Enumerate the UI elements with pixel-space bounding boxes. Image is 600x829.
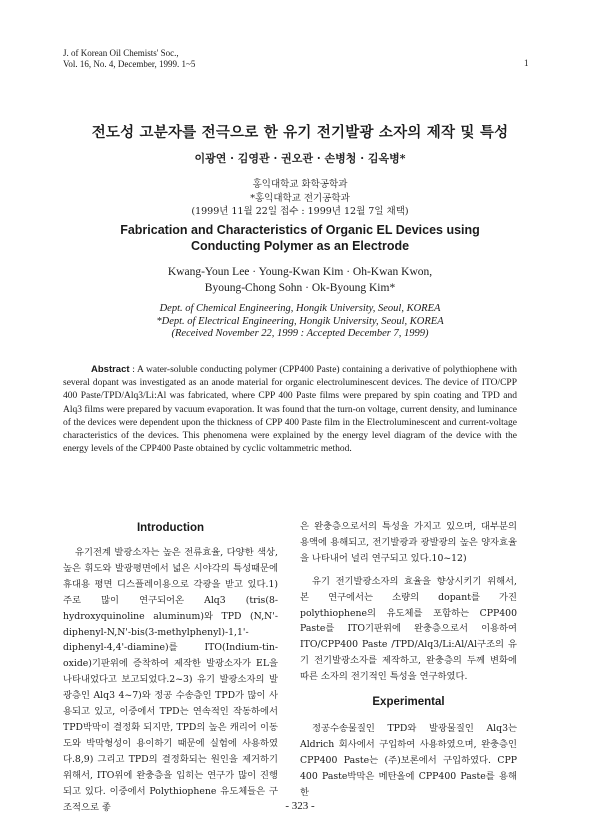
journal-citation xyxy=(63,48,195,70)
english-received-dates: (Received November 22, 1999 : Accepted December 7, 1999) xyxy=(171,328,429,339)
section-introduction: Introduction xyxy=(136,522,205,534)
english-title-line2: Conducting Polymer as an Electrode xyxy=(190,239,410,253)
english-title xyxy=(0,222,600,254)
korean-dates: (1999년 11월 22일 접수 : 1999년 12월 7일 채택) xyxy=(191,206,409,217)
experimental-paragraph-1: 정공수송물질인 TPD와 발광물질인 Alq3는 Aldrich 회사에서 구입하여 사용하였으며, 완충층인 CPP400 Paste는 (주)보론에서 구입하였다. CPP 400 Paste박막은 메탄올에 CPP400 Paste를 용해한 xyxy=(300,723,517,798)
abstract-text: : A water-soluble conducting polymer (CPP400 Paste) containing a derivative of polythiophene with several dopant was investigated as an anode material for organic electroluminescent devices. The device of ITO/CPP 400 Paste/TPD/Alq3/Li:Al was fabricated, where CPP 400 Paste films were prepared by spin coating and TPD and Alq3 films were prepared by vacuum evaporation. It was found that the turn-on voltage, current density, and luminance of the devices were dependent upon the thickness of CPP 400 Paste film in the Electroluminescent and current-voltage characteristics of the devices. This phenomena were explained by the energy level diagram of the device with the energy levels of the CPP400 Paste obtained by cyclic voltammetric method. xyxy=(63,365,518,455)
english-authors-line2: Byoung-Chong Sohn · Ok-Byoung Kim* xyxy=(204,282,396,294)
korean-affiliation-1: 홍익대학교 화학공학과 xyxy=(252,179,348,190)
section-experimental: Experimental xyxy=(372,696,445,708)
abstract-label: Abstract xyxy=(91,364,130,375)
korean-affiliation-2: *홍익대학교 전기공학과 xyxy=(250,193,350,204)
english-affiliation xyxy=(0,303,600,341)
intro-paragraph-1: 유기전계 발광소자는 높은 전류효율, 다양한 색상, 높은 휘도와 발광평면에서 넓은 시야각의 특성때문에 휴대용 평면 디스플레이용으로 각광을 받고 있다.1) 주로 많이 연구되어온 Alq3 (tris(8-hydroxyquinoline aluminum)와 TPD (N,N'-diphenyl-N,N'-bis(3-methylphenyl)-1,1'-diphenyl-4,4'-diamine)를 ITO(Indium-tin-oxide)기판위에 증착하여 제작한 발광소자가 EL을 나타내었다고 보고되었다.2~3) 유기 발광소자의 발광층인 Alq3 4~7)와 정공 수송층인 TPD가 많이 사용되고 있고, 이중에서 TPD는 연속적인 작동하에서 TPD박막이 결정화 되지만, TPD의 높은 캐리어 이동도와 박막형성이 용이하기 때문에 실험에 사용하였다.8,9) 그리고 TPD의 결정화되는 원인을 제거하기 위해서, ITO위에 완충층을 입히는 연구가 많이 진행되고 있다. 이중에서 Polythiophene 유도체들은 구조적으로 좋 xyxy=(63,547,278,813)
korean-authors: 이광연 · 김영관 · 권오관 · 손병청 · 김옥병* xyxy=(194,152,406,165)
english-affiliation-2: *Dept. of Electrical Engineering, Hongik University, Seoul, KOREA xyxy=(156,315,444,327)
right-column-top xyxy=(300,519,517,685)
left-column xyxy=(63,545,278,815)
korean-title: 전도성 고분자를 전극으로 한 유기 전기발광 소자의 제작 및 특성 xyxy=(91,124,509,141)
english-affiliation-1: Dept. of Chemical Engineering, Hongik University, Seoul, KOREA xyxy=(159,303,441,314)
abstract xyxy=(63,363,517,456)
english-title-line1: Fabrication and Characteristics of Organic EL Devices using xyxy=(120,223,480,237)
english-authors xyxy=(0,264,600,296)
journal-line1: J. of Korean Oil Chemists' Soc., xyxy=(63,48,179,58)
page-footer: - 323 - xyxy=(285,800,315,812)
page-number: 1 xyxy=(524,58,529,68)
intro-paragraph-2: 은 완충층으로서의 특성을 가지고 있으며, 대부분의 용액에 용해되고, 전기발광과 광발광의 높은 양자효율을 나타내어 널리 연구되고 있다.10~12) xyxy=(300,521,517,564)
journal-line2: Vol. 16, No. 4, December, 1999. 1~5 xyxy=(63,59,196,69)
right-column-bottom xyxy=(300,721,517,801)
intro-paragraph-3: 유기 전기발광소자의 효율을 향상시키기 위해서, 본 연구에서는 소량의 dopant를 가진 polythiophene의 유도체를 포함하는 CPP400 Paste를 ITO기판위에 완충층으로서 이용하여 ITO/CPP400 Paste /TPD/Alq3/Li:Al/Al구조의 유기 전기발광소자를 제작하고, 완충층의 두께 변화에 따른 소자의 전기적인 특성을 연구하였다. xyxy=(300,575,517,683)
english-authors-line1: Kwang-Youn Lee · Young-Kwan Kim · Oh-Kwan Kwon, xyxy=(167,266,433,278)
